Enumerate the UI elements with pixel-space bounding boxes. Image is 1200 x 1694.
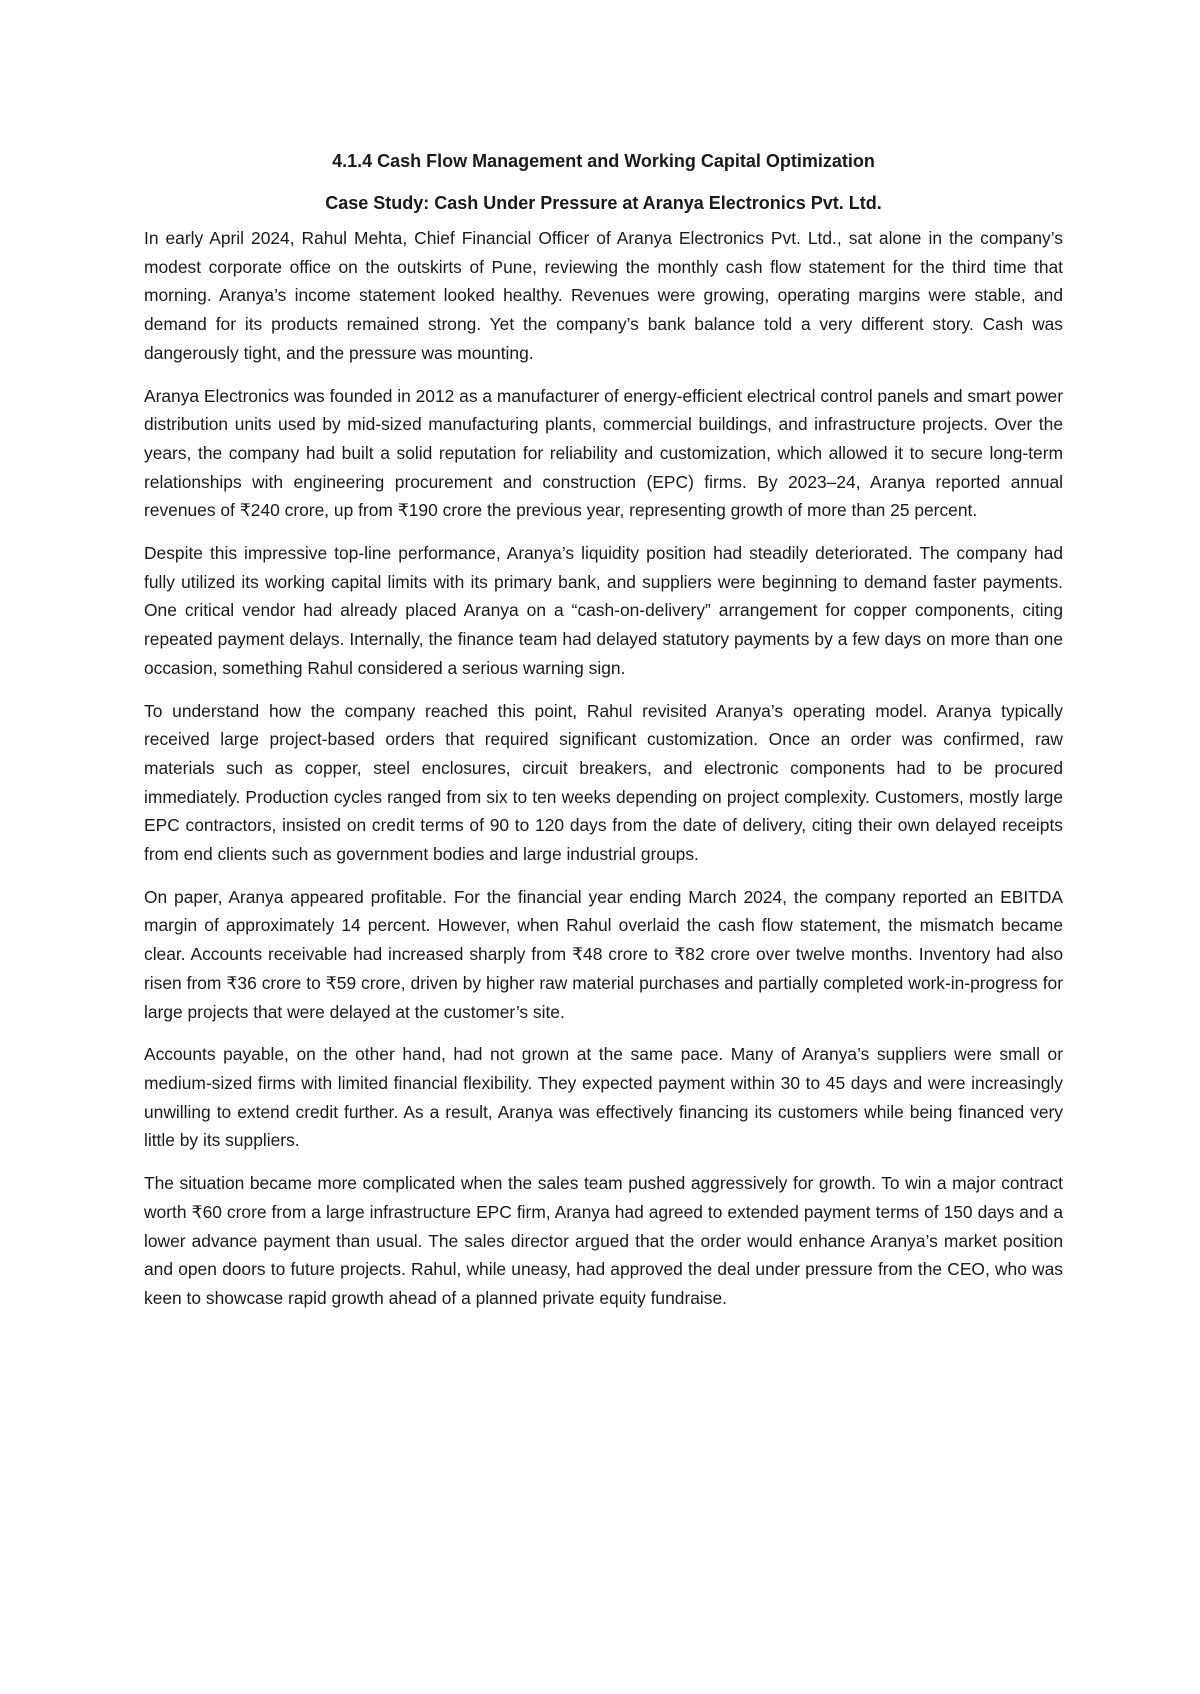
- paragraph-sales-pressure: The situation became more complicated when the sales team pushed aggressively for growth. To win a major contract worth ₹60 crore from a large infrastructure EPC firm, Aranya had agreed to extended payment terms of 150 days and a lower advance payment than usual. The sales director argued that the order would enhance Aranya’s market position and open doors to future projects. Rahul, while uneasy, had approved the deal under pressure from the CEO, who was keen to showcase rapid growth ahead of a planned private equity fundraise.: [144, 1173, 1063, 1308]
- paragraph-accounts-payable: Accounts payable, on the other hand, had not grown at the same pace. Many of Aranya’s suppliers were small or medium-sized firms with limited financial flexibility. They expected payment within 30 to 45 days and were increasingly unwilling to extend credit further. As a result, Aranya was effectively financing its customers while being financed very little by its suppliers.: [144, 1044, 1063, 1151]
- document-page: [144, 146, 1063, 1327]
- paragraph-company-background: Aranya Electronics was founded in 2012 as a manufacturer of energy-efficient electrical control panels and smart power distribution units used by mid-sized manufacturing plants, commercial buildings, and infrastructure projects. Over the years, the company had built a solid reputation for reliability and customization, which allowed it to secure long-term relationships with engineering procurement and construction (EPC) firms. By 2023–24, Aranya reported annual revenues of ₹240 crore, up from ₹190 crore the previous year, representing growth of more than 25 percent.: [144, 385, 1063, 521]
- case-study-title: Case Study: Cash Under Pressure at Aranya Electronics Pvt. Ltd.: [325, 193, 882, 213]
- section-heading: 4.1.4 Cash Flow Management and Working Capital Optimization: [332, 151, 875, 171]
- paragraph-liquidity: Despite this impressive top-line performance, Aranya’s liquidity position had steadily deteriorated. The company had fully utilized its working capital limits with its primary bank, and suppliers were beginning to demand faster payments. One critical vendor had already placed Aranya on a “cash-on-delivery” arrangement for copper components, citing repeated payment delays. Internally, the finance team had delayed statutory payments by a few days on more than one occasion, something Rahul considered a serious warning sign.: [144, 543, 1063, 678]
- paragraph-profitability: On paper, Aranya appeared profitable. For the financial year ending March 2024, the company reported an EBITDA margin of approximately 14 percent. However, when Rahul overlaid the cash flow statement, the mismatch became clear. Accounts receivable had increased sharply from ₹48 crore to ₹82 crore over twelve months. Inventory had also risen from ₹36 crore to ₹59 crore, driven by higher raw material purchases and partially completed work-in-progress for large projects that were delayed at the customer’s site.: [144, 886, 1063, 1022]
- paragraph-operating-model: To understand how the company reached this point, Rahul revisited Aranya’s operating model. Aranya typically received large project-based orders that required significant customization. Once an order was confirmed, raw materials such as copper, steel enclosures, circuit breakers, and electronic components had to be procured immediately. Production cycles ranged from six to ten weeks depending on project complexity. Customers, mostly large EPC contractors, insisted on credit terms of 90 to 120 days from the date of delivery, citing their own delayed receipts from end clients such as government bodies and large industrial groups.: [144, 700, 1063, 865]
- paragraph-intro: In early April 2024, Rahul Mehta, Chief Financial Officer of Aranya Electronics Pvt. Ltd., sat alone in the company’s modest corporate office on the outskirts of Pune, reviewing the monthly cash flow statement for the third time that morning. Aranya’s income statement looked healthy. Revenues were growing, operating margins were stable, and demand for its products remained strong. Yet the company’s bank balance told a very different story. Cash was dangerously tight, and the pressure was mounting.: [144, 228, 1063, 363]
